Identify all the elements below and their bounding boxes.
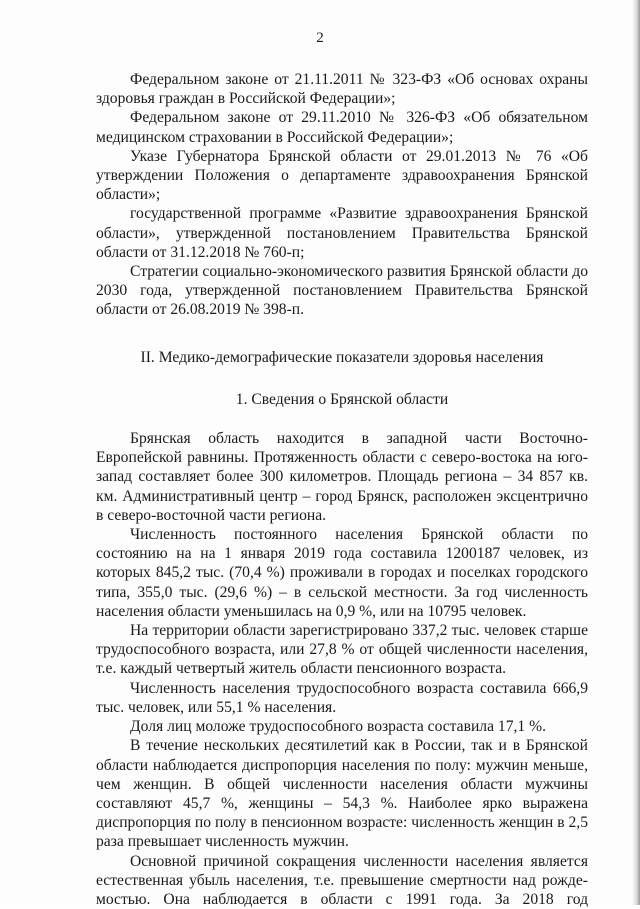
body-paragraph: На территории области зарегистрировано 337,2 тыс. человек старше трудоспособного возраста, или 27,8 % от общей численности населения, т.е. каждый четвертый житель области пенсионного возраста. [96,622,588,678]
page-number: 2 [316,30,324,46]
body-paragraph: Доля лиц моложе трудоспособного возраста составила 17,1 %. [130,718,546,736]
subsection-heading: 1. Сведения о Брянской области [235,390,449,408]
body-paragraph: Брянская область находится в западной части Восточно-Европейской равнины. Протяженность области с северо-востока на юго-запад составляет более 300 километров. Площадь региона – 34 857 кв. км. Административный центр – город Брянск, расположен эксцентрично в северо-восточной части региона. [96,430,588,524]
document-body [96,70,588,909]
body-paragraph: В течение нескольких десятилетий как в России, так и в Брянской области наблюдается диспропорция населения по полу: мужчин меньше, чем женщин. В общей численности населения области мужчины составляют 45,7 %, женщины – 54,3 %. Наиболее ярко выражена диспропорция по полу в пенсионном возрасте: численность женщин в 2,5 раза превышает численность мужчин. [96,737,588,851]
legal-basis-item: Стратегии социально-экономического развития Брянской области до 2030 года, утвержденной постановлением Правительства Брянской области от 26.08.2019 № 398-п. [96,263,588,319]
body-paragraph: Численность населения трудоспособного возраста составила 666,9 тыс. человек, или 55,1 % населения. [96,679,588,716]
legal-basis-item: государственной программе «Развитие здравоохранения Брянской области», утвержденной постановлением Правительства Брянской области от 31.12.2018 № 760-п; [96,205,588,261]
legal-basis-item: Федеральном законе от 21.11.2011 № 323-ФЗ «Об основах охраны здоровья граждан в Российской Федерации»; [96,71,588,108]
body-paragraph: Численность постоянного населения Брянской области по состоянию на на 1 января 2019 года составила 1200187 человек, из которых 845,2 тыс. (70,4 %) проживали в городах и поселках городского типа, 355,0 тыс. (29,6 %) – в сельской местности. За год численность населения области уменьшилась на 0,9 %, или на 10795 человек. [96,526,588,620]
legal-basis-item: Указе Губернатора Брянской области от 29.01.2013 № 76 «Об утверждении Положения о департаменте здравоохранения Брянской области»; [96,147,588,204]
section-heading: II. Медико-демографические показатели здоровья населения [140,348,544,366]
body-paragraph: Основной причиной сокращения численности населения является естественная убыль населения, т.е. превышение смертности над рождемостью. Она наблюдается в области с 1991 года. За 2018 год [96,852,588,908]
scan-shadow-edge [632,0,640,905]
legal-basis-item: Федеральном законе от 29.11.2010 № 326-ФЗ «Об обязательном медицинском страховании в Российской Федерации»; [96,109,588,146]
